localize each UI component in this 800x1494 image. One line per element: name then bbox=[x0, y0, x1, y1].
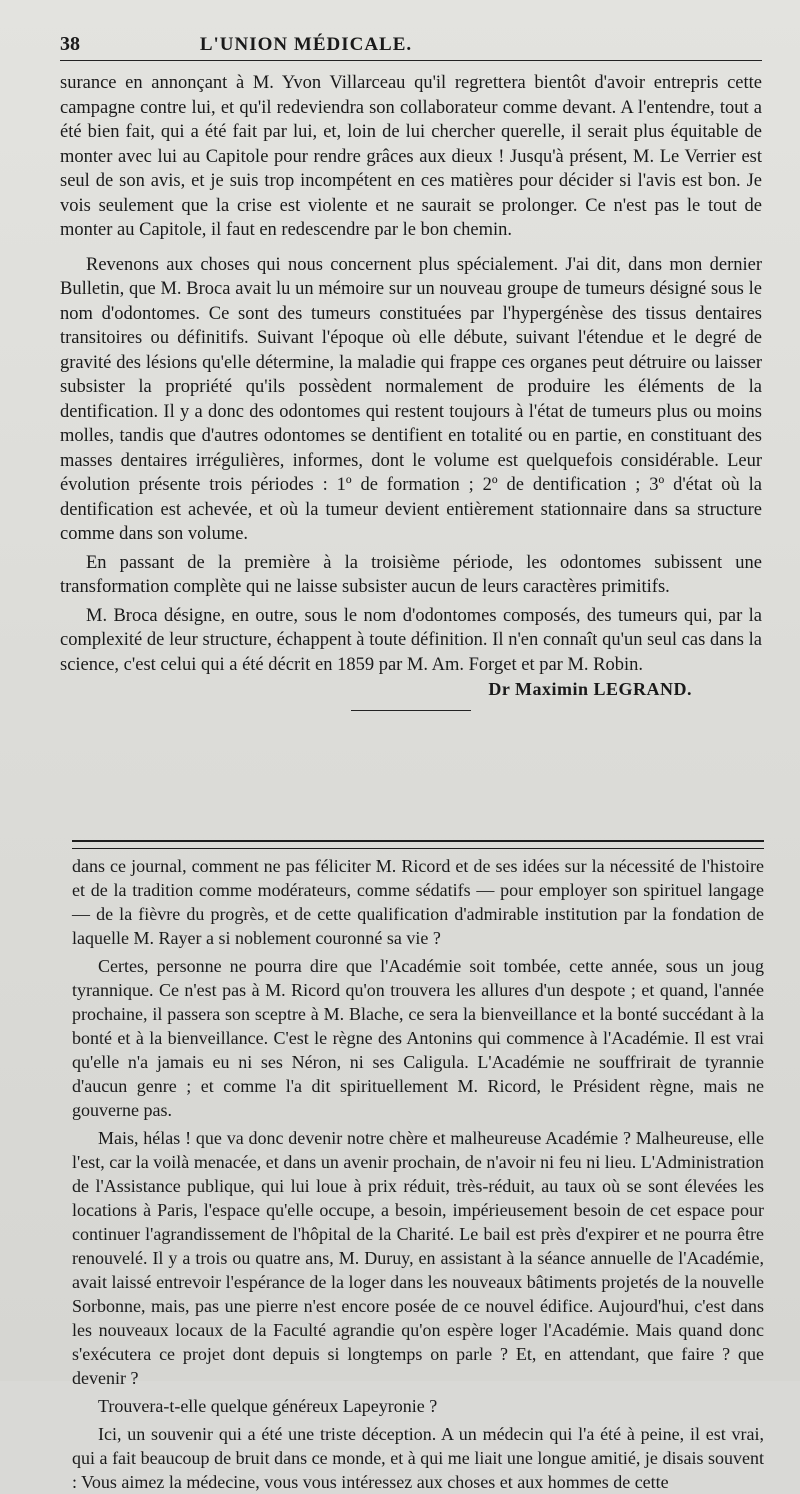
running-header bbox=[60, 26, 762, 61]
article-paragraph: En passant de la première à la troisième période, les odontomes subissent une transformation complète qui ne laisse subsister aucun de leurs caractères primitifs. bbox=[60, 552, 762, 597]
journal-title: L'UNION MÉDICALE. bbox=[199, 34, 413, 55]
author-signature: Dr Maximin LEGRAND. bbox=[488, 679, 692, 699]
article-paragraph: Certes, personne ne pourra dire que l'Académie soit tombée, cette année, sous un joug tyrannique. Ce n'est pas à M. Ricord qu'on trouvera les allures d'un despote ; et quand, l'année prochaine, il passera son sceptre à M. Blache, ce sera la bienveillance et la bonté succédant à la bonté et à la bienveillance. C'est le règne des Antonins qui commence à l'Académie. Il est vrai qu'elle n'a jamais eu ni ses Néron, ni ses Caligula. L'Académie ne souffrirait de tyrannie d'aucun genre ; et comme l'a dit spirituellement M. Ricord, le Président règne, mais ne gouverne pas. bbox=[72, 956, 764, 1120]
article-paragraph: Mais, hélas ! que va donc devenir notre chère et malheureuse Académie ? Malheureuse, elle l'est, car la voilà menacée, et dans un avenir prochain, de n'avoir ni feu ni lieu. L'Administration de l'Assistance publique, qui lui loue à prix réduit, très-réduit, au taux où se sont élevées les locations à Paris, l'espace qu'elle occupe, a besoin, impérieusement besoin de cet espace pour continuer l'agrandissement de l'hôpital de la Charité. Le bail est près d'expirer et ne pourra être renouvelé. Il y a trois ou quatre ans, M. Duruy, en assistant à la séance annuelle de l'Académie, avait laissé entrevoir l'espérance de la loger dans les nouveaux bâtiments projetés de la nouvelle Sorbonne, mais, pas une pierre n'est encore posée de ce nouvel édifice. Aujourd'hui, c'est dans les nouveaux locaux de la Faculté agrandie qu'on espère loger l'Académie. Mais quand donc s'exécutera ce projet dont depuis si longtemps on parle ? Et, en attendant, que faire ? que devenir ? bbox=[72, 1128, 764, 1388]
article-paragraph: M. Broca désigne, en outre, sous le nom d'odontomes composés, des tumeurs qui, par la complexité de leur structure, échappent à toute définition. Il n'en connaît qu'un seul cas dans la science, c'est celui qui a été décrit en 1859 par M. Am. Forget et par M. Robin. bbox=[60, 605, 762, 675]
section-divider bbox=[351, 710, 471, 711]
article-paragraph: Revenons aux choses qui nous concernent plus spécialement. J'ai dit, dans mon dernier Bulletin, que M. Broca avait lu un mémoire sur un nouveau groupe de tumeurs désigné sous le nom d'odontomes. Ce sont des tumeurs constituées par l'hypergénèse des tissus dentaires transitoires ou définitifs. Suivant l'époque où elle débute, suivant l'étendue et le degré de gravité des lésions qu'elle détermine, la maladie qui frappe ces organes peut détruire ou laisser subsister la propriété qu'ils possèdent normalement de produire les éléments de la dentification. Il y a donc des odontomes qui restent toujours à l'état de tumeurs plus ou moins molles, tandis que d'autres odontomes se dentifient en totalité ou en partie, en constituant des masses dentaires irrégulières, informes, dont le volume est quelquefois considérable. Leur évolution présente trois périodes : 1º de formation ; 2º de dentification ; 3º d'état où la dentification est achevée, et où la tumeur devient entièrement stationnaire dans sa structure comme dans son volume. bbox=[60, 254, 762, 544]
page-number: 38 bbox=[60, 33, 80, 55]
lower-article bbox=[72, 854, 764, 1494]
article-paragraph: dans ce journal, comment ne pas féliciter M. Ricord et de ses idées sur la nécessité de l'histoire et de la tradition comme modérateurs, comme sédatifs — pour employer son spirituel langage — de la fièvre du progrès, et de cette qualification d'admirable institution par la fondation de laquelle M. Rayer a si noblement couronné sa vie ? bbox=[72, 856, 764, 948]
article-paragraph: Trouvera-t-elle quelque généreux Lapeyronie ? bbox=[98, 1396, 438, 1416]
upper-article bbox=[60, 71, 762, 711]
article-paragraph: surance en annonçant à M. Yvon Villarceau qu'il regrettera bientôt d'avoir entrepris cette campagne contre lui, et qu'il redeviendra son collaborateur comme devant. A l'entendre, tout a été bien fait, qui a été fait par lui, et, loin de lui chercher querelle, il serait plus équitable de monter avec lui au Capitole pour rendre grâces aux dieux ! Jusqu'à présent, M. Le Verrier est seul de son avis, et je suis trop incompétent en ces matières pour décider si l'avis est bon. Je vois seulement que la crise est violente et ne saurait se prolonger. Ce n'est pas le tout de monter au Capitole, il faut en redescendre par le bon chemin. bbox=[60, 73, 762, 240]
article-paragraph: Ici, un souvenir qui a été une triste déception. A un médecin qui l'a été à peine, il est vrai, qui a fait beaucoup de bruit dans ce monde, et à qui me liait une longue amitié, je disais souvent : Vous aimez la médecine, vous vous intéressez aux choses et aux hommes de cette bbox=[72, 1424, 764, 1492]
double-rule-divider bbox=[72, 840, 764, 849]
